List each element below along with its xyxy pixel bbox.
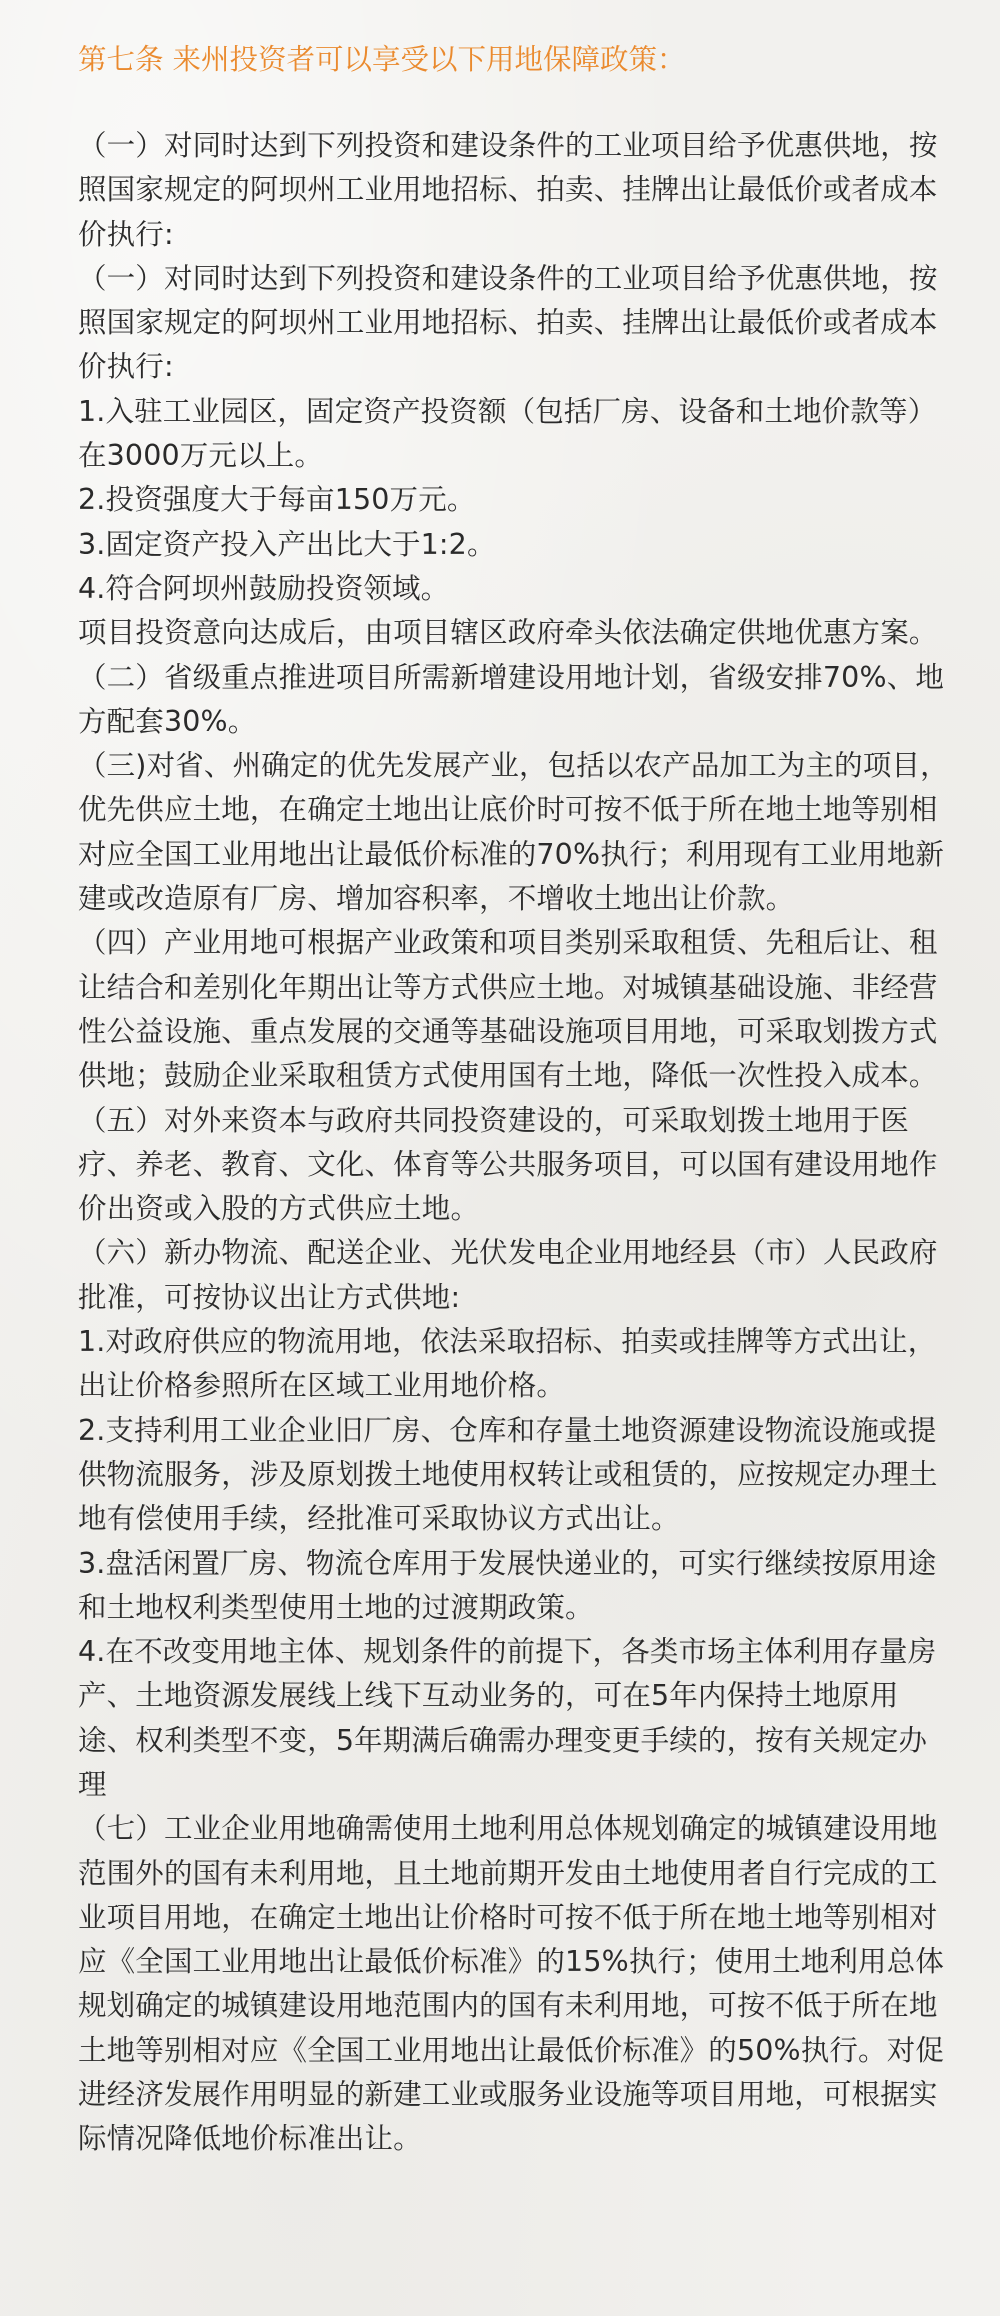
list-item-1: 1.入驻工业园区，固定资产投资额（包括厂房、设备和土地价款等）在3000万元以上。 xyxy=(78,394,937,473)
list-item-4: 4.符合阿坝州鼓励投资领域。 xyxy=(78,571,450,605)
logistics-item-4: 4.在不改变用地主体、规划条件的前提下，各类市场主体利用存量房产、土地资源发展线上线下互动业务的，可在5年内保持土地原用途、权利类型不变，5年期满后确需办理变更手续的，按有关规定办理 xyxy=(78,1635,937,1801)
paragraph-4: （四）产业用地可根据产业政策和项目类别采取租赁、先租后让、租让结合和差别化年期出让等方式供应土地。对城镇基础设施、非经营性公益设施、重点发展的交通等基础设施项目用地，可采取划拨方式供地；鼓励企业采取租赁方式使用国有土地，降低一次性投入成本。 xyxy=(78,926,938,1093)
logistics-item-2: 2.支持利用工业企业旧厂房、仓库和存量土地资源建设物流设施或提供物流服务，涉及原划拨土地使用权转让或租赁的，应按规定办理土地有偿使用手续，经批准可采取协议方式出让。 xyxy=(78,1413,938,1536)
paragraph-3: （三)对省、州确定的优先发展产业，包括以农产品加工为主的项目，优先供应土地，在确定土地出让底价时可按不低于所在地土地等别相对应全国工业用地出让最低价标准的70%执行；利用现有工业用地新建或改造原有厂房、增加容积率，不增收土地出让价款。 xyxy=(78,749,949,916)
logistics-item-1: 1.对政府供应的物流用地，依法采取招标、拍卖或挂牌等方式出让，出让价格参照所在区域工业用地价格。 xyxy=(78,1325,937,1403)
paragraph-1-1-repeat: （一）对同时达到下列投资和建设条件的工业项目给予优惠供地，按照国家规定的阿坝州工业用地招标、拍卖、挂牌出让最低价或者成本价执行: xyxy=(78,261,938,384)
paragraph-preferential-plan: 项目投资意向达成后，由项目辖区政府牵头依法确定供地优惠方案。 xyxy=(78,616,938,650)
paragraph-1-1: （一）对同时达到下列投资和建设条件的工业项目给予优惠供地，按照国家规定的阿坝州工业用地招标、拍卖、挂牌出让最低价或者成本价执行: xyxy=(78,129,938,251)
article-heading: 第七条 来州投资者可以享受以下用地保障政策： xyxy=(78,43,686,76)
paragraph-6: （六）新办物流、配送企业、光伏发电企业用地经县（市）人民政府批准，可按协议出让方式供地: xyxy=(78,1236,938,1314)
paragraph-5: （五）对外来资本与政府共同投资建设的，可采取划拨土地用于医疗、养老、教育、文化、体育等公共服务项目，可以国有建设用地作价出资或入股的方式供应土地。 xyxy=(78,1103,938,1226)
list-item-2: 2.投资强度大于每亩150万元。 xyxy=(78,483,476,517)
logistics-item-3: 3.盘活闲置厂房、物流仓库用于发展快递业的，可实行继续按原用途和土地权利类型使用土地的过渡期政策。 xyxy=(78,1546,937,1624)
paragraph-7: （七）工业企业用地确需使用土地利用总体规划确定的城镇建设用地范围外的国有未利用地，且土地前期开发由土地使用者自行完成的工业项目用地，在确定土地出让价格时可按不低于所在地土地等别相对应《全国工业用地出让最低价标准》的15%执行；使用土地利用总体规划确定的城镇建设用地范围内的国有未利用地，可按不低于所在地土地等别相对应《全国工业用地出让最低价标准》的50%执行。对促进经济发展作用明显的新建工业或服务业设施等项目用地，可根据实际情况降低地价标准出让。 xyxy=(78,1812,944,2156)
paragraph-2: （二）省级重点推进项目所需新增建设用地计划，省级安排70%、地方配套30%。 xyxy=(78,660,944,738)
list-item-3: 3.固定资产投入产出比大于1:2。 xyxy=(78,527,496,561)
